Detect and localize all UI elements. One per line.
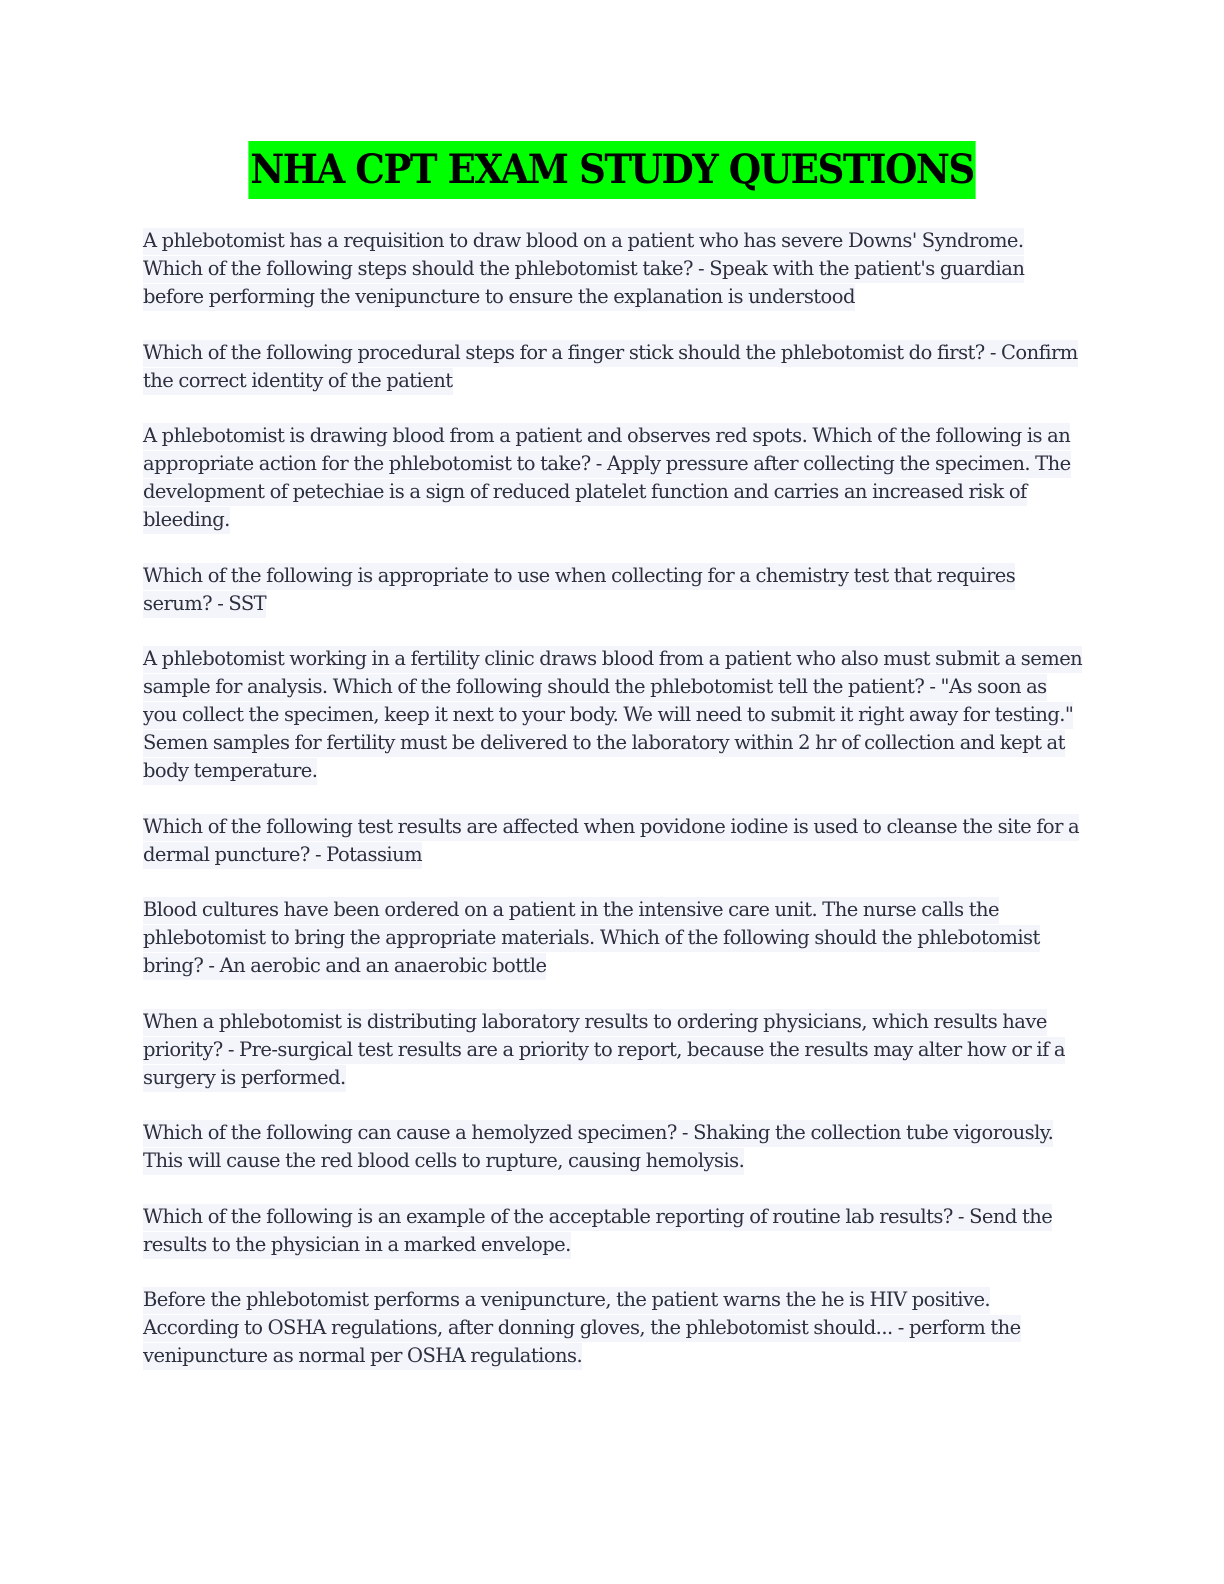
question-answer-item — [143, 1203, 1083, 1259]
question-answer-text: Which of the following is appropriate to use when collecting for a chemistry test that requires serum? - SST — [143, 563, 1015, 618]
question-answer-text: Which of the following test results are affected when povidone iodine is used to cleanse the site for a dermal puncture? - Potassium — [143, 814, 1079, 869]
question-answer-item — [143, 813, 1083, 869]
question-answer-item — [143, 1008, 1083, 1092]
question-answer-text: A phlebotomist is drawing blood from a patient and observes red spots. Which of the following is an appropriate action for the phlebotomist to take? - Apply pressure after collecting the specimen. The development of petechiae is a sign of reduced platelet function and carries an increased risk of bleeding. — [143, 423, 1071, 534]
question-answer-text: A phlebotomist has a requisition to draw blood on a patient who has severe Downs' Syndrome. Which of the following steps should the phlebotomist take? - Speak with the patient's guardian before performing the venipuncture to ensure the explanation is understood — [143, 228, 1024, 311]
question-answer-text: Which of the following can cause a hemolyzed specimen? - Shaking the collection tube vigorously. This will cause the red blood cells to rupture, causing hemolysis. — [143, 1120, 1053, 1175]
question-answer-item — [143, 645, 1083, 785]
question-answer-text: Before the phlebotomist performs a venipuncture, the patient warns the he is HIV positive. According to OSHA regulations, after donning gloves, the phlebotomist should... - perform the venipuncture as normal per OSHA regulations. — [143, 1287, 1021, 1370]
question-answer-item — [143, 227, 1083, 311]
question-answer-text: Which of the following is an example of the acceptable reporting of routine lab results? - Send the results to the physician in a marked envelope. — [143, 1204, 1052, 1259]
question-answer-item — [143, 1286, 1083, 1370]
question-list — [143, 227, 1083, 1398]
question-answer-text: Which of the following procedural steps for a finger stick should the phlebotomist do first? - Confirm the correct identity of the patient — [143, 340, 1078, 395]
question-answer-item — [143, 422, 1083, 534]
question-answer-text: When a phlebotomist is distributing laboratory results to ordering physicians, which results have priority? - Pre-surgical test results are a priority to report, because the results may alter how or if a surgery is performed. — [143, 1009, 1065, 1092]
title-container — [0, 141, 1224, 199]
question-answer-item — [143, 1119, 1083, 1175]
question-answer-item — [143, 562, 1083, 618]
question-answer-text: Blood cultures have been ordered on a patient in the intensive care unit. The nurse calls the phlebotomist to bring the appropriate materials. Which of the following should the phlebotomist bring? - An aerobic and an anaerobic bottle — [143, 897, 1040, 980]
question-answer-item — [143, 896, 1083, 980]
page-title: NHA CPT EXAM STUDY QUESTIONS — [248, 141, 975, 199]
question-answer-text: A phlebotomist working in a fertility clinic draws blood from a patient who also must submit a semen sample for analysis. Which of the following should the phlebotomist tell the patient? - "As soon as you collect the specimen, keep it next to your body. We will need to submit it right away for testing." Semen samples for fertility must be delivered to the laboratory within 2 hr of collection and kept at body temperature. — [143, 646, 1082, 785]
question-answer-item — [143, 339, 1083, 395]
